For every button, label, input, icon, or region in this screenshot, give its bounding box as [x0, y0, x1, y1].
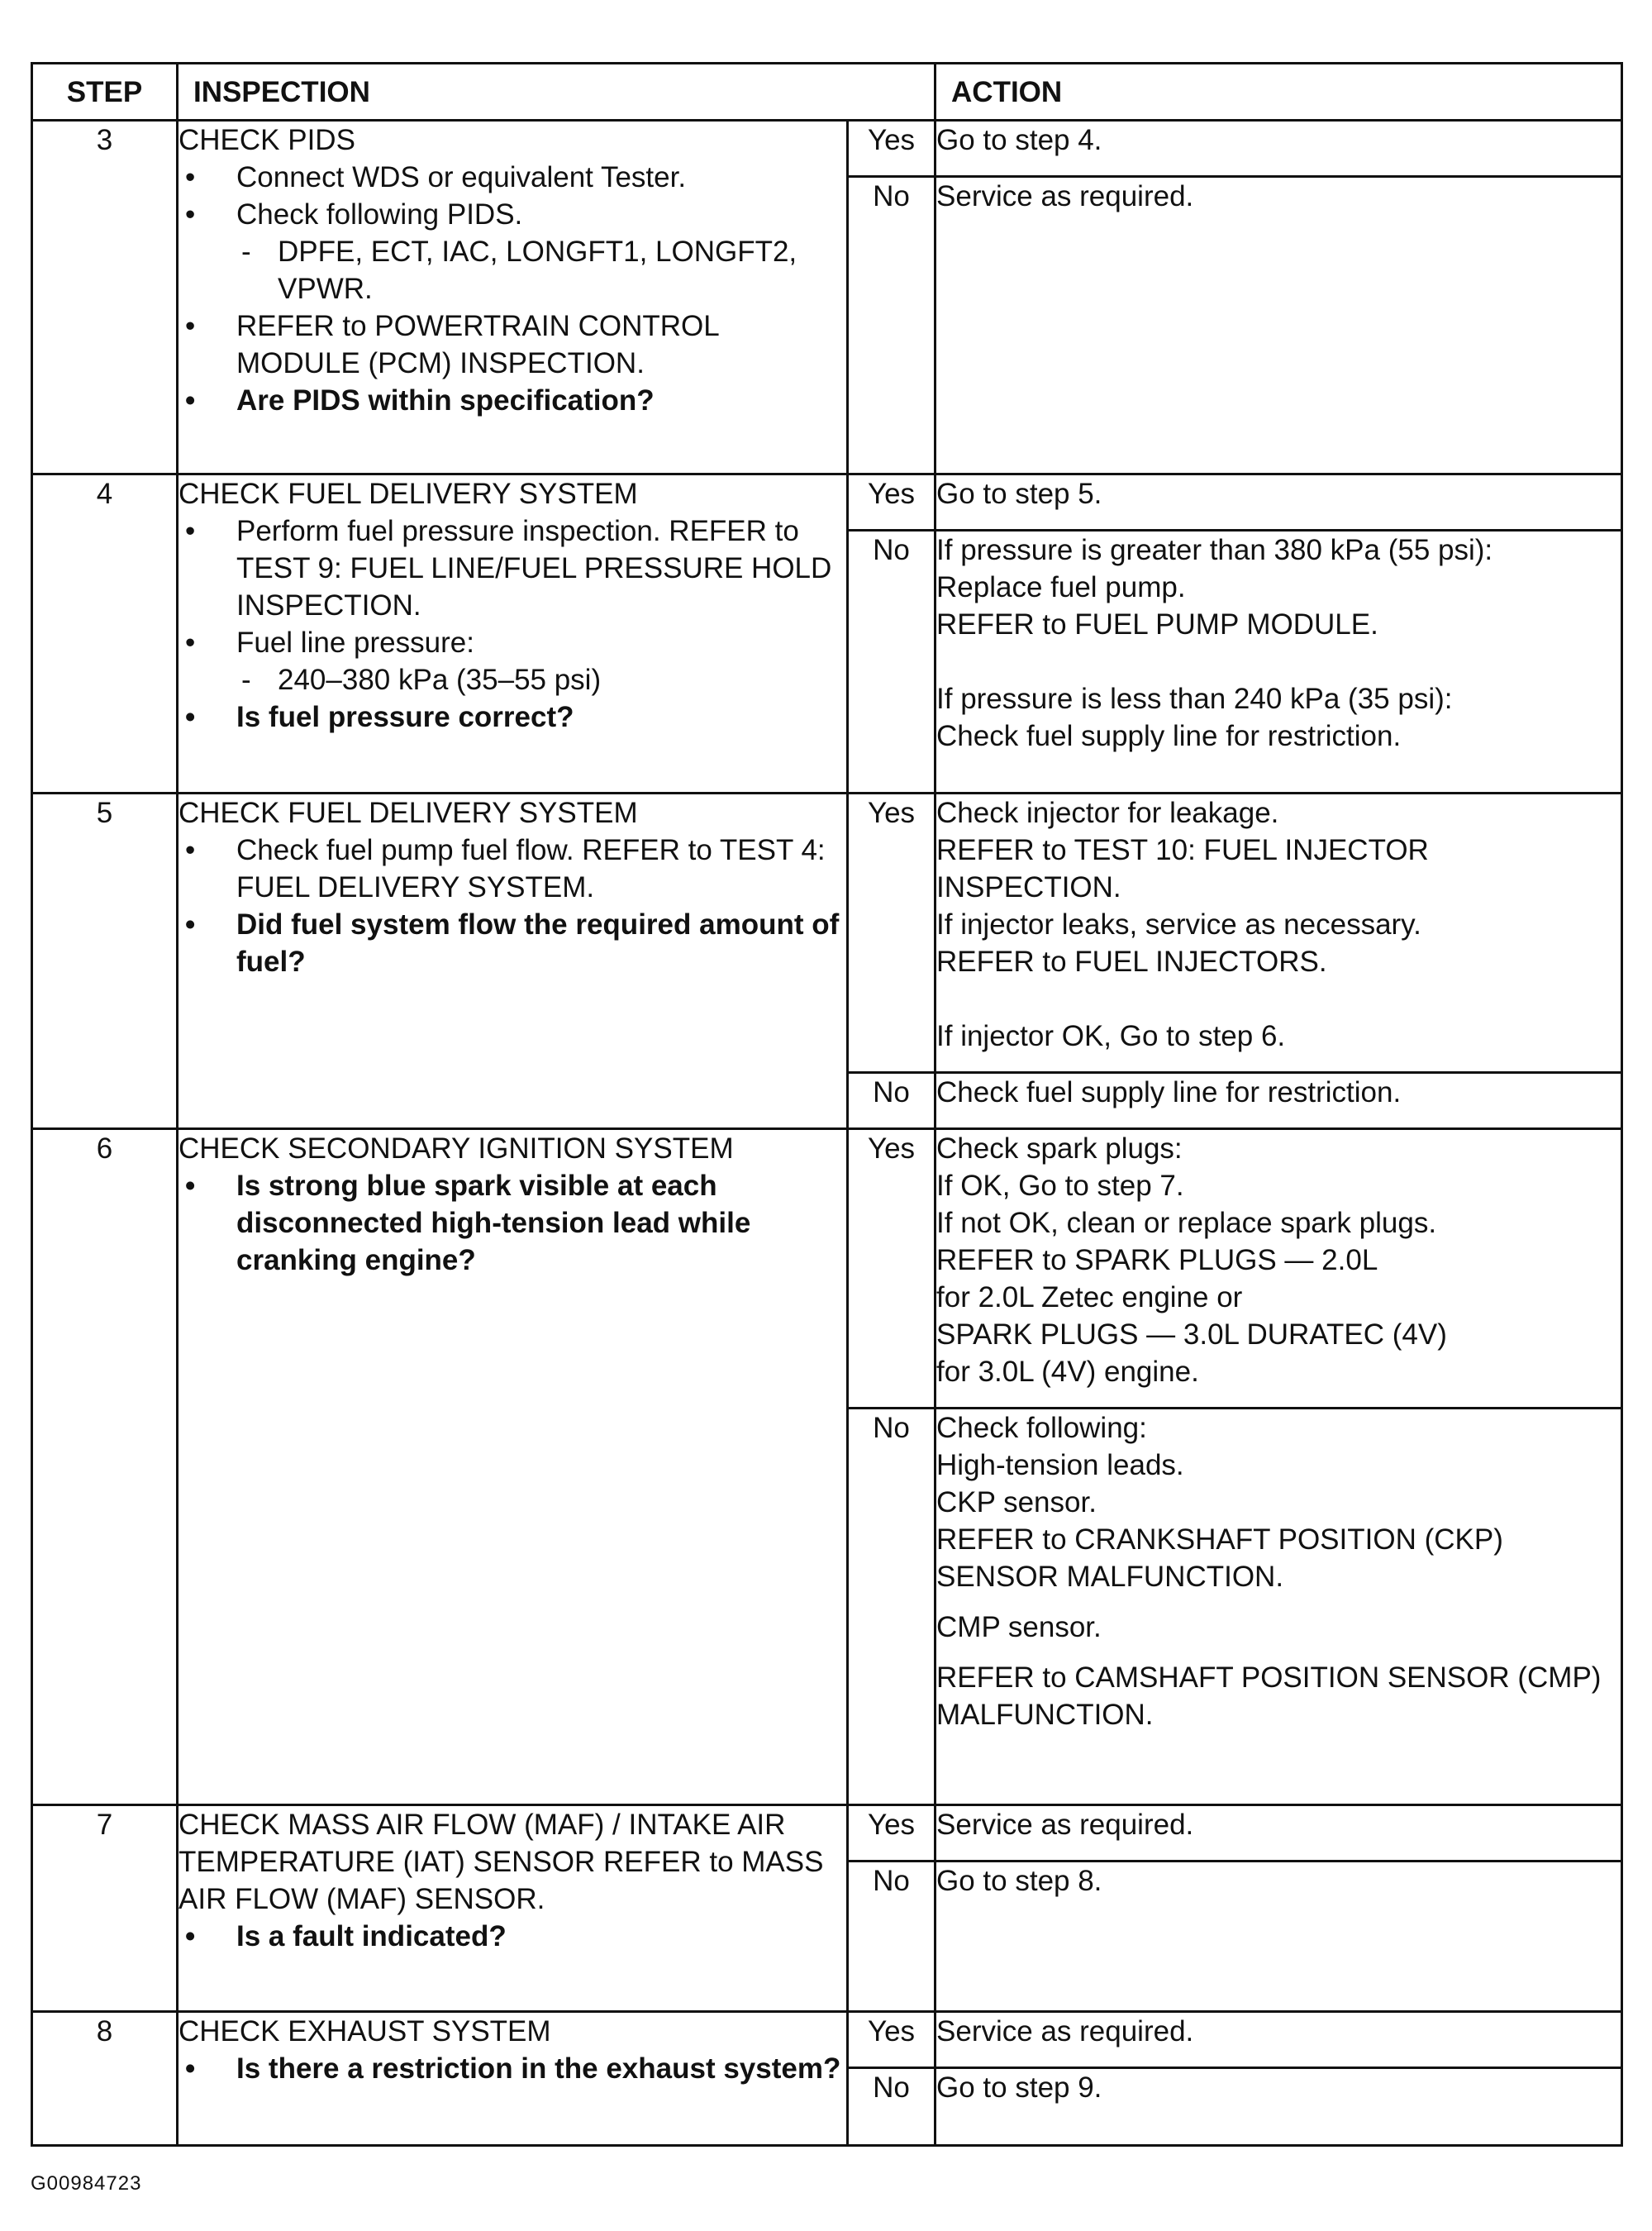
no-label: No [848, 177, 935, 474]
table-row [32, 2012, 1622, 2068]
inspection-cell [178, 121, 848, 474]
inspection-title: CHECK SECONDARY IGNITION SYSTEM [179, 1132, 734, 1165]
step-number: 3 [32, 121, 178, 474]
inspection-bullets [179, 832, 846, 980]
step-number: 8 [32, 2012, 178, 2146]
table-row [32, 121, 1622, 177]
no-action [935, 1409, 1622, 1805]
action-line: Service as required. [936, 180, 1194, 212]
action-line: If OK, Go to step 7. [936, 1170, 1184, 1202]
bullet-text: Are PIDS within specification? [236, 384, 655, 417]
no-action [935, 1862, 1622, 2012]
diagnostic-table [31, 62, 1623, 2147]
inspection-title: CHECK MASS AIR FLOW (MAF) / INTAKE AIR TEMPERATURE (IAT) SENSOR REFER to MASS AIR FLOW (MAF) SENSOR. [179, 1809, 824, 1915]
inspection-question [179, 2050, 846, 2087]
action-line: CKP sensor. [936, 1486, 1097, 1518]
bullet-text: Fuel line pressure: [236, 627, 474, 659]
inspection-bullets [179, 512, 846, 736]
yes-action [935, 2012, 1622, 2068]
action-line: Replace fuel pump. [936, 571, 1186, 603]
action-line: REFER to FUEL PUMP MODULE. [936, 608, 1378, 641]
header-row [32, 64, 1622, 121]
action-line: If injector leaks, service as necessary. [936, 908, 1421, 941]
bullet-text: Perform fuel pressure inspection. REFER to TEST 9: FUEL LINE/FUEL PRESSURE HOLD INSPECTION. [236, 515, 832, 622]
step-number: 5 [32, 794, 178, 1129]
action-line: REFER to TEST 10: FUEL INJECTOR INSPECTION. [936, 834, 1429, 903]
step-number: 4 [32, 474, 178, 794]
table-row [32, 1129, 1622, 1409]
table-row [32, 474, 1622, 531]
table-row [32, 1805, 1622, 1862]
action-line: REFER to SPARK PLUGS — 2.0L [936, 1244, 1378, 1276]
action-line: for 3.0L (4V) engine. [936, 1356, 1199, 1388]
action-line: Go to step 8. [936, 1865, 1102, 1897]
inspection-bullet [179, 512, 846, 624]
action-line: Check injector for leakage. [936, 797, 1279, 829]
action-line: SPARK PLUGS — 3.0L DURATEC (4V) [936, 1318, 1447, 1351]
inspection-bullet [179, 196, 846, 307]
figure-code: G00984723 [31, 2172, 142, 2195]
no-action [935, 1073, 1622, 1129]
action-line: Go to step 4. [936, 124, 1102, 156]
action-line: If injector OK, Go to step 6. [936, 1020, 1286, 1052]
yes-action [935, 474, 1622, 531]
header-step: STEP [32, 64, 178, 121]
yes-action [935, 794, 1622, 1073]
step-number: 6 [32, 1129, 178, 1805]
action-line: If not OK, clean or replace spark plugs. [936, 1207, 1437, 1239]
yes-label: Yes [848, 2012, 935, 2068]
no-label: No [848, 1073, 935, 1129]
inspection-bullet [179, 307, 846, 382]
table-body [32, 121, 1622, 2146]
no-action [935, 531, 1622, 794]
action-line: REFER to CAMSHAFT POSITION SENSOR (CMP) MALFUNCTION. [936, 1661, 1602, 1731]
yes-label: Yes [848, 794, 935, 1073]
bullet-text: Check following PIDS. [236, 198, 523, 231]
inspection-title: CHECK PIDS [179, 124, 355, 156]
spacer [936, 1646, 1621, 1659]
bullet-text: REFER to POWERTRAIN CONTROL MODULE (PCM) INSPECTION. [236, 310, 719, 379]
yes-label: Yes [848, 1805, 935, 1862]
no-label: No [848, 2068, 935, 2146]
action-line: Check spark plugs: [936, 1132, 1183, 1165]
inspection-title: CHECK EXHAUST SYSTEM [179, 2015, 551, 2047]
inspection-bullet [179, 159, 846, 196]
action-line: Check fuel supply line for restriction. [936, 1076, 1402, 1108]
no-action [935, 177, 1622, 474]
no-label: No [848, 1409, 935, 1805]
action-line: If pressure is greater than 380 kPa (55 psi): [936, 534, 1493, 566]
inspection-cell [178, 1129, 848, 1805]
inspection-bullets [179, 1918, 846, 1955]
inspection-question [179, 698, 846, 736]
step-number: 7 [32, 1805, 178, 2012]
inspection-question [179, 1167, 846, 1279]
action-line: Go to step 9. [936, 2071, 1102, 2104]
inspection-question [179, 1918, 846, 1955]
action-line: CMP sensor. [936, 1611, 1102, 1643]
yes-action [935, 1805, 1622, 1862]
yes-label: Yes [848, 121, 935, 177]
inspection-question [179, 906, 846, 980]
spacer [936, 1595, 1621, 1609]
inspection-bullets [179, 2050, 846, 2087]
dash-item: - 240–380 kPa (35–55 psi) [236, 661, 846, 698]
bullet-text: Is a fault indicated? [236, 1920, 507, 1952]
yes-label: Yes [848, 1129, 935, 1409]
no-action [935, 2068, 1622, 2146]
bullet-text: Connect WDS or equivalent Tester. [236, 161, 687, 193]
inspection-cell [178, 1805, 848, 2012]
action-line: REFER to CRANKSHAFT POSITION (CKP) SENSOR MALFUNCTION. [936, 1523, 1503, 1593]
table-row [32, 794, 1622, 1073]
no-label: No [848, 531, 935, 794]
action-line: for 2.0L Zetec engine or [936, 1281, 1243, 1313]
yes-action [935, 1129, 1622, 1409]
action-line: Check fuel supply line for restriction. [936, 720, 1402, 752]
action-line: Service as required. [936, 2015, 1194, 2047]
header-action: ACTION [935, 64, 1622, 121]
inspection-bullets [179, 159, 846, 419]
dash-list [236, 233, 846, 307]
yes-label: Yes [848, 474, 935, 531]
bullet-text: Is fuel pressure correct? [236, 701, 574, 733]
bullet-text: Is strong blue spark visible at each disconnected high-tension lead while cranking engine? [236, 1170, 751, 1276]
action-line: REFER to FUEL INJECTORS. [936, 946, 1327, 978]
action-line: Go to step 5. [936, 478, 1102, 510]
blank-line [936, 980, 1621, 1018]
inspection-bullets [179, 1167, 846, 1279]
dash-item: - DPFE, ECT, IAC, LONGFT1, LONGFT2, VPWR. [236, 233, 846, 307]
inspection-title: CHECK FUEL DELIVERY SYSTEM [179, 797, 638, 829]
inspection-cell [178, 794, 848, 1129]
dash-list [236, 661, 846, 698]
inspection-cell [178, 474, 848, 794]
yes-action [935, 121, 1622, 177]
inspection-title: CHECK FUEL DELIVERY SYSTEM [179, 478, 638, 510]
inspection-bullet [179, 624, 846, 698]
inspection-question [179, 382, 846, 419]
action-line: Check following: [936, 1412, 1147, 1444]
action-line: High-tension leads. [936, 1449, 1184, 1481]
header-inspection: INSPECTION [178, 64, 935, 121]
bullet-text: Check fuel pump fuel flow. REFER to TEST 4: FUEL DELIVERY SYSTEM. [236, 834, 826, 903]
bullet-text: Did fuel system flow the required amount of fuel? [236, 908, 840, 978]
no-label: No [848, 1862, 935, 2012]
action-line: If pressure is less than 240 kPa (35 psi): [936, 683, 1453, 715]
inspection-cell [178, 2012, 848, 2146]
inspection-bullet [179, 832, 846, 906]
blank-line [936, 643, 1621, 680]
action-line: Service as required. [936, 1809, 1194, 1841]
bullet-text: Is there a restriction in the exhaust system? [236, 2052, 841, 2085]
